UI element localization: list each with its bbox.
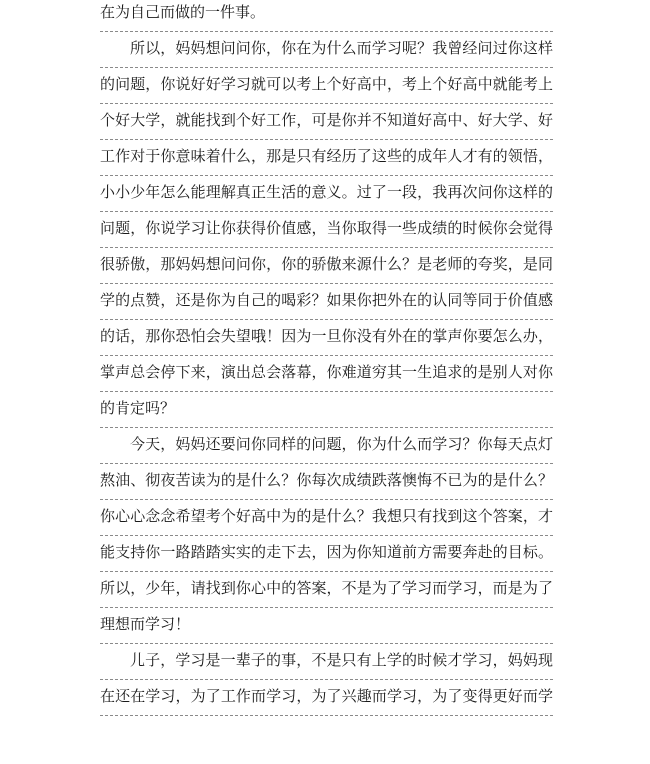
text-line-content: 的话，那你恐怕会失望哦！因为一旦你没有外在的掌声你要怎么办， xyxy=(100,327,553,345)
text-line xyxy=(100,104,553,140)
text-line xyxy=(100,0,553,32)
text-line-content: 掌声总会停下来，演出总会落幕，你难道穷其一生追求的是别人对你 xyxy=(100,363,553,381)
text-line xyxy=(100,644,553,680)
text-line-content: 所以，少年，请找到你心中的答案，不是为了学习而学习，而是为了 xyxy=(100,579,553,597)
document-body xyxy=(100,0,553,716)
text-line xyxy=(100,32,553,68)
text-line xyxy=(100,608,553,644)
text-line xyxy=(100,680,553,716)
text-line xyxy=(100,572,553,608)
text-line-content: 儿子，学习是一辈子的事，不是只有上学的时候才学习，妈妈现 xyxy=(130,651,553,669)
text-line xyxy=(100,500,553,536)
text-line-content: 学的点赞，还是你为自己的喝彩？如果你把外在的认同等同于价值感 xyxy=(100,291,553,309)
text-line-content: 你心心念念希望考个好高中为的是什么？我想只有找到这个答案，才 xyxy=(100,507,553,525)
text-line-content: 个好大学，就能找到个好工作，可是你并不知道好高中、好大学、好 xyxy=(100,111,553,129)
text-line xyxy=(100,284,553,320)
text-line-content: 问题，你说学习让你获得价值感，当你取得一些成绩的时候你会觉得 xyxy=(100,219,553,237)
text-line-content: 的问题，你说好好学习就可以考上个好高中，考上个好高中就能考上 xyxy=(100,75,553,93)
text-line-content: 今天，妈妈还要问你同样的问题，你为什么而学习？你每天点灯 xyxy=(130,435,553,453)
text-line xyxy=(100,356,553,392)
text-line-content: 工作对于你意味着什么，那是只有经历了这些的成年人才有的领悟， xyxy=(100,147,553,165)
text-line xyxy=(100,428,553,464)
text-line xyxy=(100,176,553,212)
text-line-content: 很骄傲，那妈妈想问问你，你的骄傲来源什么？是老师的夸奖，是同 xyxy=(100,255,553,273)
text-line-content: 理想而学习！ xyxy=(100,615,191,633)
text-line xyxy=(100,68,553,104)
text-line-content: 在还在学习，为了工作而学习，为了兴趣而学习，为了变得更好而学 xyxy=(100,687,553,705)
text-line-content: 所以，妈妈想问问你，你在为什么而学习呢？我曾经问过你这样 xyxy=(130,39,553,57)
text-line-content: 在为自己而做的一件事。 xyxy=(100,3,266,21)
text-line-content: 熬油、彻夜苦读为的是什么？你每次成绩跌落懊悔不已为的是什么？ xyxy=(100,471,553,489)
text-line-content: 的肯定吗？ xyxy=(100,399,176,417)
text-line-content: 小小少年怎么能理解真正生活的意义。过了一段，我再次问你这样的 xyxy=(100,183,553,201)
text-line xyxy=(100,212,553,248)
text-line xyxy=(100,248,553,284)
text-line xyxy=(100,392,553,428)
text-line xyxy=(100,536,553,572)
text-line xyxy=(100,320,553,356)
text-line xyxy=(100,464,553,500)
text-line xyxy=(100,140,553,176)
text-line-content: 能支持你一路踏踏实实的走下去，因为你知道前方需要奔赴的目标。 xyxy=(100,543,553,561)
